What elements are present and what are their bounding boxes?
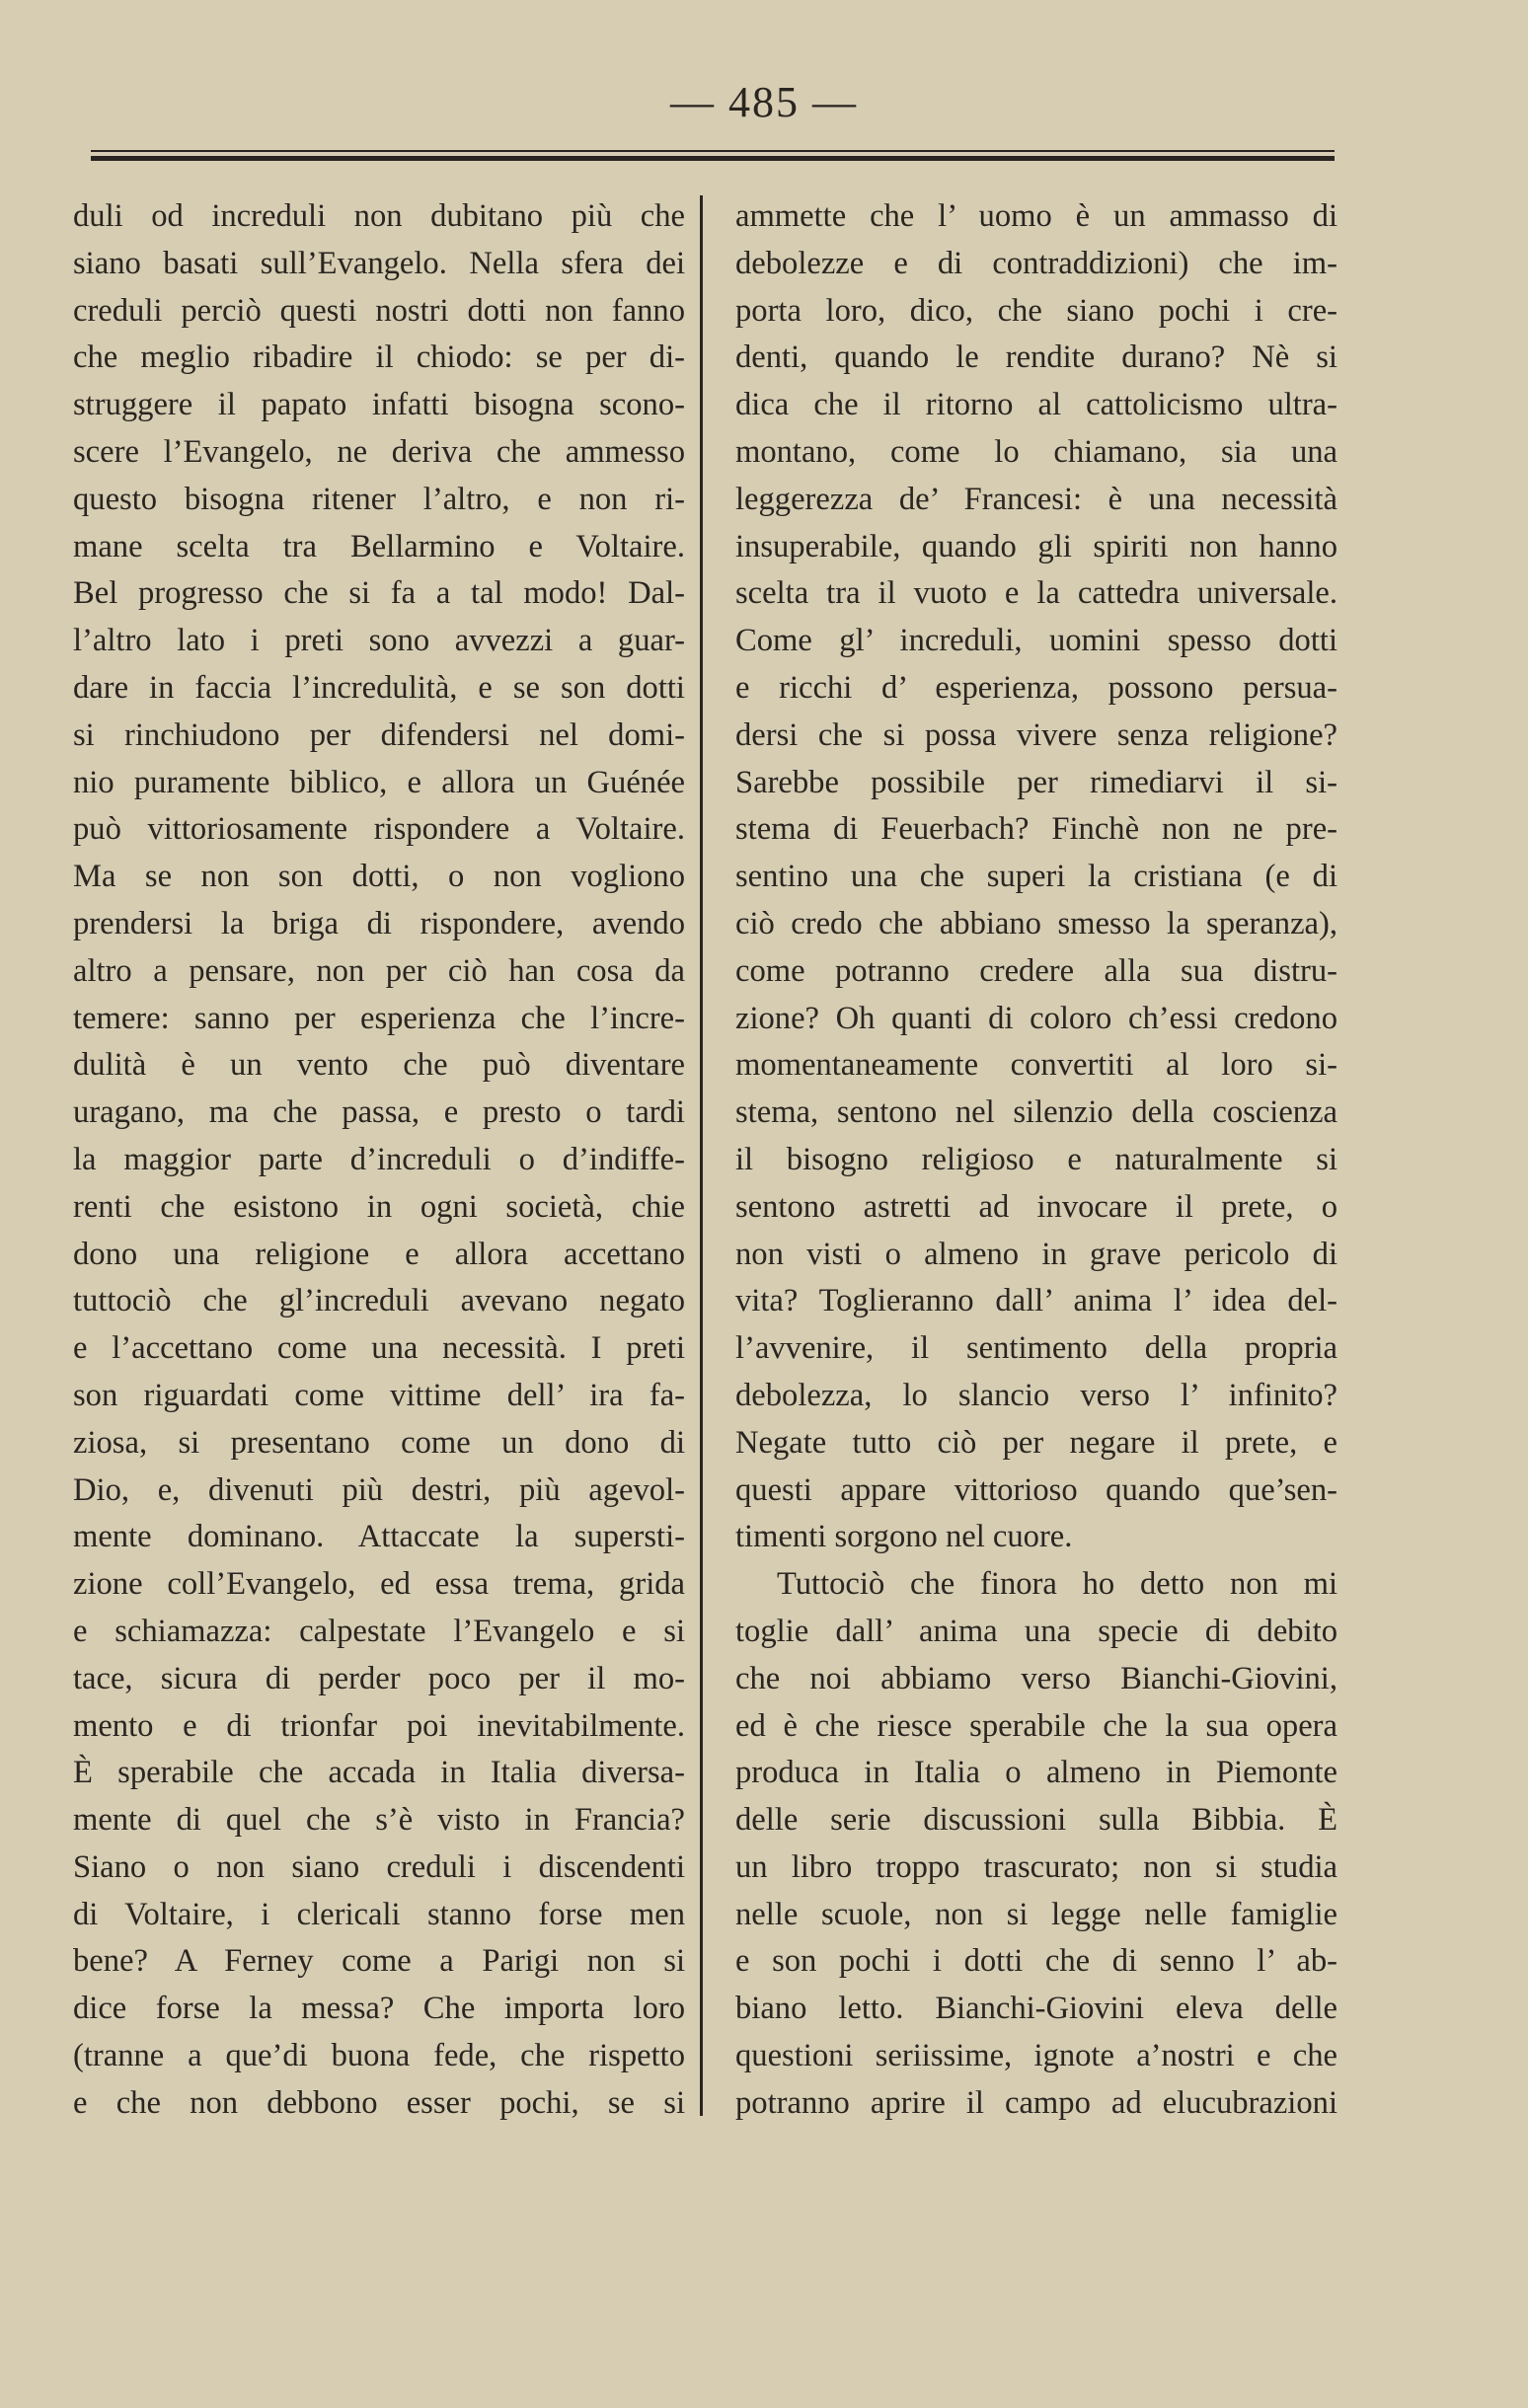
text-line: creduli perciò questi nostri dotti non fanno <box>73 292 685 329</box>
text-line: Bel progresso che si fa a tal modo! Dal- <box>73 575 685 612</box>
text-line: l’avvenire, il sentimento della propria <box>735 1330 1337 1367</box>
text-line: zione coll’Evangelo, ed essa trema, grida <box>73 1566 685 1603</box>
text-line: dersi che si possa vivere senza religione? <box>735 716 1337 753</box>
text-line: dono una religione e allora accettano <box>73 1236 685 1272</box>
text-line: Come gl’ increduli, uomini spesso dotti <box>735 623 1337 659</box>
text-line: che meglio ribadire il chiodo: se per di- <box>73 339 685 376</box>
text-line: dice forse la messa? Che importa loro <box>73 1991 685 2027</box>
text-line: Siano o non siano creduli i discendenti <box>73 1848 685 1885</box>
text-line: ziosa, si presentano come un dono di <box>73 1424 685 1461</box>
text-line: stema di Feuerbach? Finchè non ne pre- <box>735 811 1337 848</box>
text-line: l’altro lato i preti sono avvezzi a guar- <box>73 623 685 659</box>
text-line: leggerezza de’ Francesi: è una necessità <box>735 481 1337 517</box>
text-line: questi appare vittorioso quando que’sen- <box>735 1471 1337 1508</box>
text-line: prendersi la briga di rispondere, avendo <box>73 905 685 941</box>
text-column-left <box>73 193 685 2128</box>
text-line: insuperabile, quando gli spiriti non hanno <box>735 528 1337 564</box>
text-line: e schiamazza: calpestate l’Evangelo e si <box>73 1613 685 1649</box>
text-line: È sperabile che accada in Italia diversa- <box>73 1755 685 1791</box>
text-line: ciò credo che abbiano smesso la speranza), <box>735 905 1337 941</box>
text-line: toglie dall’ anima una specie di debito <box>735 1613 1337 1649</box>
text-line: nelle scuole, non si legge nelle famiglie <box>735 1896 1337 1932</box>
text-line: biano letto. Bianchi-Giovini eleva delle <box>735 1991 1337 2027</box>
header-rule-thick <box>91 156 1335 161</box>
text-line: temere: sanno per esperienza che l’incre- <box>73 1000 685 1036</box>
text-line: altro a pensare, non per ciò han cosa da <box>73 952 685 989</box>
text-line: e che non debbono esser pochi, se si <box>73 2084 685 2121</box>
text-line: delle serie discussioni sulla Bibbia. È <box>735 1802 1337 1839</box>
text-line: renti che esistono in ogni società, chie <box>73 1188 685 1225</box>
text-line: debolezza, lo slancio verso l’ infinito? <box>735 1377 1337 1413</box>
text-line: potranno aprire il campo ad elucubrazioni <box>735 2084 1337 2121</box>
text-line: la maggior parte d’increduli o d’indiffe- <box>73 1141 685 1177</box>
column-divider <box>700 195 703 2116</box>
text-line: e l’accettano come una necessità. I preti <box>73 1330 685 1367</box>
text-line: mente dominano. Attaccate la supersti- <box>73 1519 685 1555</box>
text-line: ammette che l’ uomo è un ammasso di <box>735 198 1337 234</box>
text-line: e son pochi i dotti che di senno l’ ab- <box>735 1943 1337 1980</box>
text-line: tuttociò che gl’increduli avevano negato <box>73 1283 685 1319</box>
text-line: (tranne a que’di buona fede, che rispetto <box>73 2038 685 2074</box>
text-line: mento e di trionfar poi inevitabilmente. <box>73 1707 685 1744</box>
text-line: non visti o almeno in grave pericolo di <box>735 1236 1337 1272</box>
text-column-right <box>735 193 1337 2128</box>
text-line: dulità è un vento che può diventare <box>73 1047 685 1084</box>
text-line: montano, come lo chiamano, sia una <box>735 433 1337 470</box>
text-line: uragano, ma che passa, e presto o tardi <box>73 1094 685 1131</box>
text-line: Ma se non son dotti, o non vogliono <box>73 859 685 895</box>
text-line: duli od increduli non dubitano più che <box>73 198 685 234</box>
text-line: può vittoriosamente rispondere a Voltaire. <box>73 811 685 848</box>
text-line: Dio, e, divenuti più destri, più agevol- <box>73 1471 685 1508</box>
text-line: che noi abbiamo verso Bianchi-Giovini, <box>735 1660 1337 1696</box>
text-line: debolezze e di contraddizioni) che im- <box>735 245 1337 281</box>
text-line: si rinchiudono per difendersi nel domi- <box>73 716 685 753</box>
text-line: siano basati sull’Evangelo. Nella sfera dei <box>73 245 685 281</box>
text-line: mente di quel che s’è visto in Francia? <box>73 1802 685 1839</box>
text-line: mane scelta tra Bellarmino e Voltaire. <box>73 528 685 564</box>
text-line: timenti sorgono nel cuore. <box>735 1519 1073 1555</box>
text-line: scere l’Evangelo, ne deriva che ammesso <box>73 433 685 470</box>
text-line: Tuttociò che finora ho detto non mi <box>777 1566 1337 1603</box>
page-number: — 485 — <box>670 78 858 126</box>
text-line: nio puramente biblico, e allora un Guénée <box>73 764 685 800</box>
text-line: Sarebbe possibile per rimediarvi il si- <box>735 764 1337 800</box>
text-line: porta loro, dico, che siano pochi i cre- <box>735 292 1337 329</box>
text-line: son riguardati come vittime dell’ ira fa- <box>73 1377 685 1413</box>
text-line: vita? Toglieranno dall’ anima l’ idea del- <box>735 1283 1337 1319</box>
text-line: dica che il ritorno al cattolicismo ultra- <box>735 387 1337 423</box>
text-line: momentaneamente convertiti al loro si- <box>735 1047 1337 1084</box>
text-line: ed è che riesce sperabile che la sua opera <box>735 1707 1337 1744</box>
text-line: e ricchi d’ esperienza, possono persua- <box>735 669 1337 706</box>
text-line: di Voltaire, i clericali stanno forse men <box>73 1896 685 1932</box>
text-line: stema, sentono nel silenzio della coscienza <box>735 1094 1337 1131</box>
text-line: sentono astretti ad invocare il prete, o <box>735 1188 1337 1225</box>
text-line: denti, quando le rendite durano? Nè si <box>735 339 1337 376</box>
text-line: zione? Oh quanti di coloro ch’essi credono <box>735 1000 1337 1036</box>
text-line: sentino una che superi la cristiana (e di <box>735 859 1337 895</box>
text-line: come potranno credere alla sua distru- <box>735 952 1337 989</box>
text-line: produca in Italia o almeno in Piemonte <box>735 1755 1337 1791</box>
text-line: un libro troppo trascurato; non si studia <box>735 1848 1337 1885</box>
text-line: scelta tra il vuoto e la cattedra universale. <box>735 575 1337 612</box>
text-line: struggere il papato infatti bisogna scono- <box>73 387 685 423</box>
text-line: bene? A Ferney come a Parigi non si <box>73 1943 685 1980</box>
header-rule-thin <box>91 150 1335 152</box>
text-line: il bisogno religioso e naturalmente si <box>735 1141 1337 1177</box>
text-line: questioni seriissime, ignote a’nostri e che <box>735 2038 1337 2074</box>
text-line: dare in faccia l’incredulità, e se son dotti <box>73 669 685 706</box>
text-line: Negate tutto ciò per negare il prete, e <box>735 1424 1337 1461</box>
text-line: questo bisogna ritener l’altro, e non ri- <box>73 481 685 517</box>
text-line: tace, sicura di perder poco per il mo- <box>73 1660 685 1696</box>
